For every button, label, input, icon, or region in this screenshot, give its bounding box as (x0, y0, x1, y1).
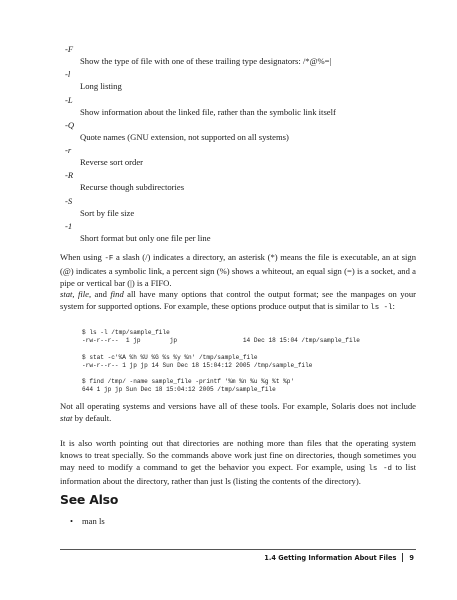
option-item (60, 221, 420, 246)
footer-section-title: 1.4 Getting Information About Files (264, 554, 397, 562)
text: (listing the contents of the directory). (230, 476, 361, 487)
option-description: Sort by file size (80, 207, 135, 218)
option-item (60, 95, 420, 120)
option-flag: -L (65, 94, 73, 105)
list-item-label: man ls (82, 516, 105, 526)
text: Not all operating systems and versions have all of these tools. For example, Solaris does not include (60, 401, 416, 411)
option-description: Reverse sort order (80, 157, 143, 168)
footer-separator (402, 553, 403, 562)
option-flag: -Q (65, 119, 75, 130)
code-line: 644 1 jp jp Sun Dec 18 15:04:12 2005 /tmp/sample_file (82, 386, 276, 394)
text: , (72, 289, 78, 299)
command-name: find (110, 289, 124, 299)
option-item (60, 120, 420, 145)
code-line (82, 370, 412, 378)
paragraph-directories (60, 437, 416, 487)
option-description: Show information about the linked file, rather than the symbolic link itself (80, 106, 336, 117)
option-description: Quote names (GNU extension, not supported on all systems) (80, 131, 289, 142)
code-line (82, 346, 412, 354)
inline-code: -F (104, 255, 114, 263)
option-item (60, 44, 420, 69)
text: It is also worth pointing out that directories are nothing more than files that the operating system knows to treat specially. So the commands above work just fine on directories, though sometimes you may need to modify a command to get the behavior you expect. For example, using (60, 438, 416, 473)
option-item (60, 69, 420, 94)
list-item (70, 516, 105, 527)
option-flag: -r (65, 145, 72, 156)
option-description: Recurse though subdirectories (80, 182, 185, 193)
page-footer (264, 553, 414, 562)
code-line: $ ls -l /tmp/sample_file (82, 329, 170, 336)
text: When using (60, 252, 105, 262)
option-flag: -1 (65, 221, 73, 232)
code-block (82, 329, 412, 395)
inline-code: ls -d (368, 465, 392, 474)
inline-code: ls -l (370, 304, 393, 313)
option-flag: -R (65, 170, 74, 181)
code-line: -rw-r--r-- 1 jp jp 14 Sun Dec 18 15:04:12 2005 /tmp/sample_file (82, 361, 313, 369)
text: , and (88, 289, 111, 299)
text: by default. (72, 413, 112, 424)
code-line: -rw-r--r-- 1 jp jp 14 Dec 18 15:04 /tmp/sample_file (82, 337, 360, 345)
paragraph-tool-availability (60, 400, 416, 424)
command-name: stat (60, 413, 73, 424)
option-item (60, 196, 420, 221)
option-flag: -S (65, 195, 73, 206)
paragraph-output-format (60, 288, 416, 314)
page-number: 9 (409, 554, 414, 562)
footer-divider (60, 549, 416, 550)
text: to list information about the directory, rather than just (60, 462, 416, 487)
option-item (60, 145, 420, 170)
text: all have many options that control the output format; see the manpages on your system for supported options. For example, these options produce output that is similar to (60, 289, 417, 312)
bullet-icon: • (70, 516, 74, 526)
text: : (392, 301, 395, 312)
option-flag: -l (65, 69, 71, 80)
code-line: $ find /tmp/ -name sample_file -printf '%m %n %u %g %t %p' (82, 378, 295, 386)
command-name: file (78, 289, 89, 299)
see-also-heading: See Also (60, 492, 119, 507)
option-item (60, 170, 420, 195)
code-line: $ stat -c'%A %h %U %G %s %y %n' /tmp/sample_file (82, 353, 258, 361)
option-list (60, 44, 420, 246)
paragraph-type-designators (60, 251, 416, 289)
option-description: Long listing (80, 81, 122, 92)
command-name: stat (60, 289, 73, 299)
option-flag: -F (65, 44, 74, 54)
command-name: ls (225, 476, 231, 487)
option-description: Short format but only one file per line (80, 233, 211, 244)
text: a slash (/) indicates a directory, an asterisk (*) means the file is executable, an at sign (@) indicates a symbolic link, a percent sign (%) shows a whiteout, an equal sign (=) is a socket, and a pipe or vertical bar (|) is a FIFO. (60, 252, 416, 289)
option-description: Show the type of file with one of these trailing type designators: /*@%=| (80, 56, 332, 66)
